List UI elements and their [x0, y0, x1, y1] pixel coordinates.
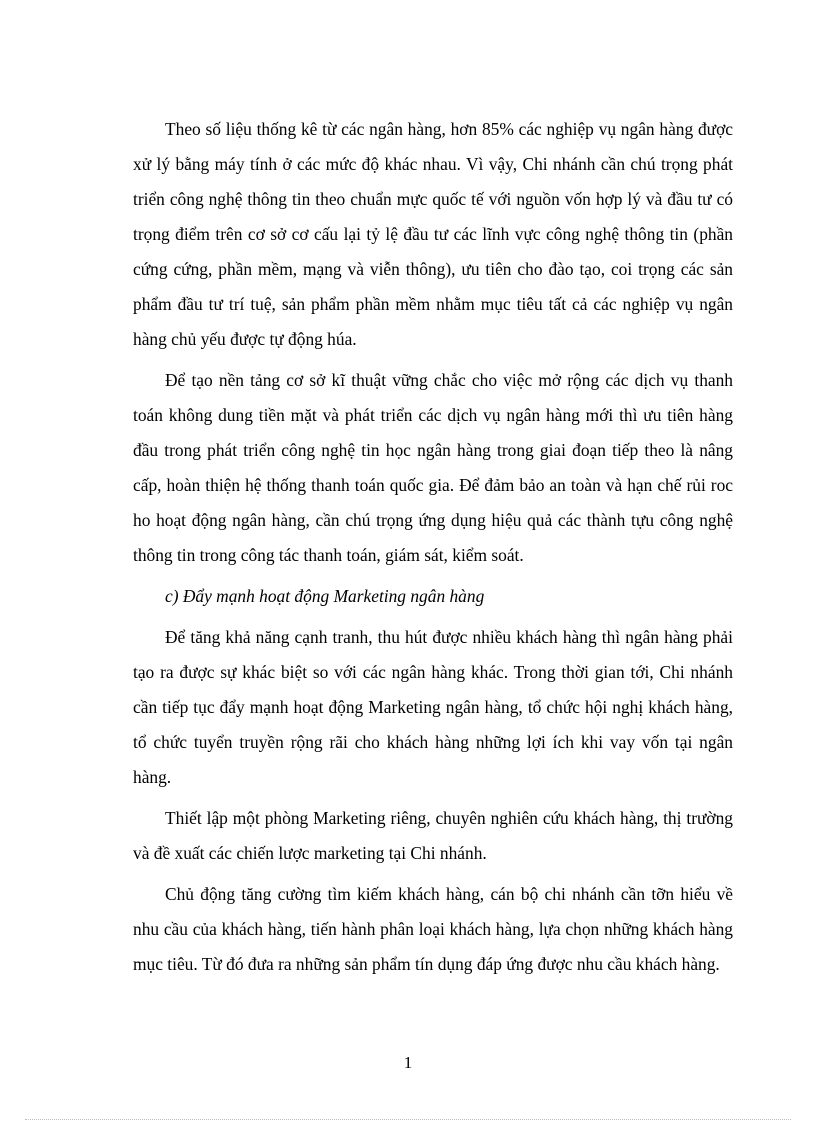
paragraph-it-investment: Theo số liệu thống kê từ các ngân hàng, hơn 85% các nghiệp vụ ngân hàng được xử lý bằng máy tính ở các mức độ khác nhau. Vì vậy, Chi nhánh cần chú trọng phát triển công nghệ thông tin theo chuẩn mực quốc tế với nguồn vốn hợp lý và đầu tư có trọng điểm trên cơ sở cơ cấu lại tỷ lệ đầu tư các lĩnh vực công nghệ thông tin (phần cứng cứng, phần mềm, mạng và viễn thông), ưu tiên cho đào tạo, coi trọng các sản phẩm đầu tư trí tuệ, sản phẩm phần mềm nhằm mục tiêu tất cả các nghiệp vụ ngân hàng chủ yếu được tự động húa.: [133, 119, 733, 349]
page-bottom-divider: [25, 1119, 791, 1120]
paragraph-competitiveness: Để tăng khả năng cạnh tranh, thu hút được nhiều khách hàng thì ngân hàng phải tạo ra được sự khác biệt so với các ngân hàng khác. Trong thời gian tới, Chi nhánh cần tiếp tục đẩy mạnh hoạt động Marketing ngân hàng, tổ chức hội nghị khách hàng, tổ chức tuyển truyền rộng rãi cho khách hàng những lợi ích khi vay vốn tại ngân hàng.: [133, 627, 733, 787]
paragraph-customer-search: Chủ động tăng cường tìm kiếm khách hàng, cán bộ chi nhánh cần tỡn hiểu về nhu cầu của khách hàng, tiến hành phân loại khách hàng, lựa chọn những khách hàng mục tiêu. Từ đó đưa ra những sản phẩm tín dụng đáp ứng được nhu cầu khách hàng.: [133, 884, 733, 974]
document-body: [133, 112, 733, 988]
paragraph-payment-system: Để tạo nền tảng cơ sở kĩ thuật vững chắc cho việc mở rộng các dịch vụ thanh toán không dung tiền mặt và phát triển các dịch vụ ngân hàng mới thì ưu tiên hàng đầu trong phát triển công nghệ tin học ngân hàng trong giai đoạn tiếp theo là nâng cấp, hoàn thiện hệ thống thanh toán quốc gia. Để đảm bảo an toàn và hạn chế rủi roc ho hoạt động ngân hàng, cần chú trọng ứng dụng hiệu quả các thành tựu công nghệ thông tin trong công tác thanh toán, giám sát, kiểm soát.: [133, 370, 733, 565]
section-heading-marketing: c) Đẩy mạnh hoạt động Marketing ngân hàng: [165, 586, 485, 606]
paragraph-marketing-department: Thiết lập một phòng Marketing riêng, chuyên nghiên cứu khách hàng, thị trường và đề xuất các chiến lược marketing tại Chi nhánh.: [133, 808, 733, 863]
page-number: 1: [403, 1053, 413, 1072]
